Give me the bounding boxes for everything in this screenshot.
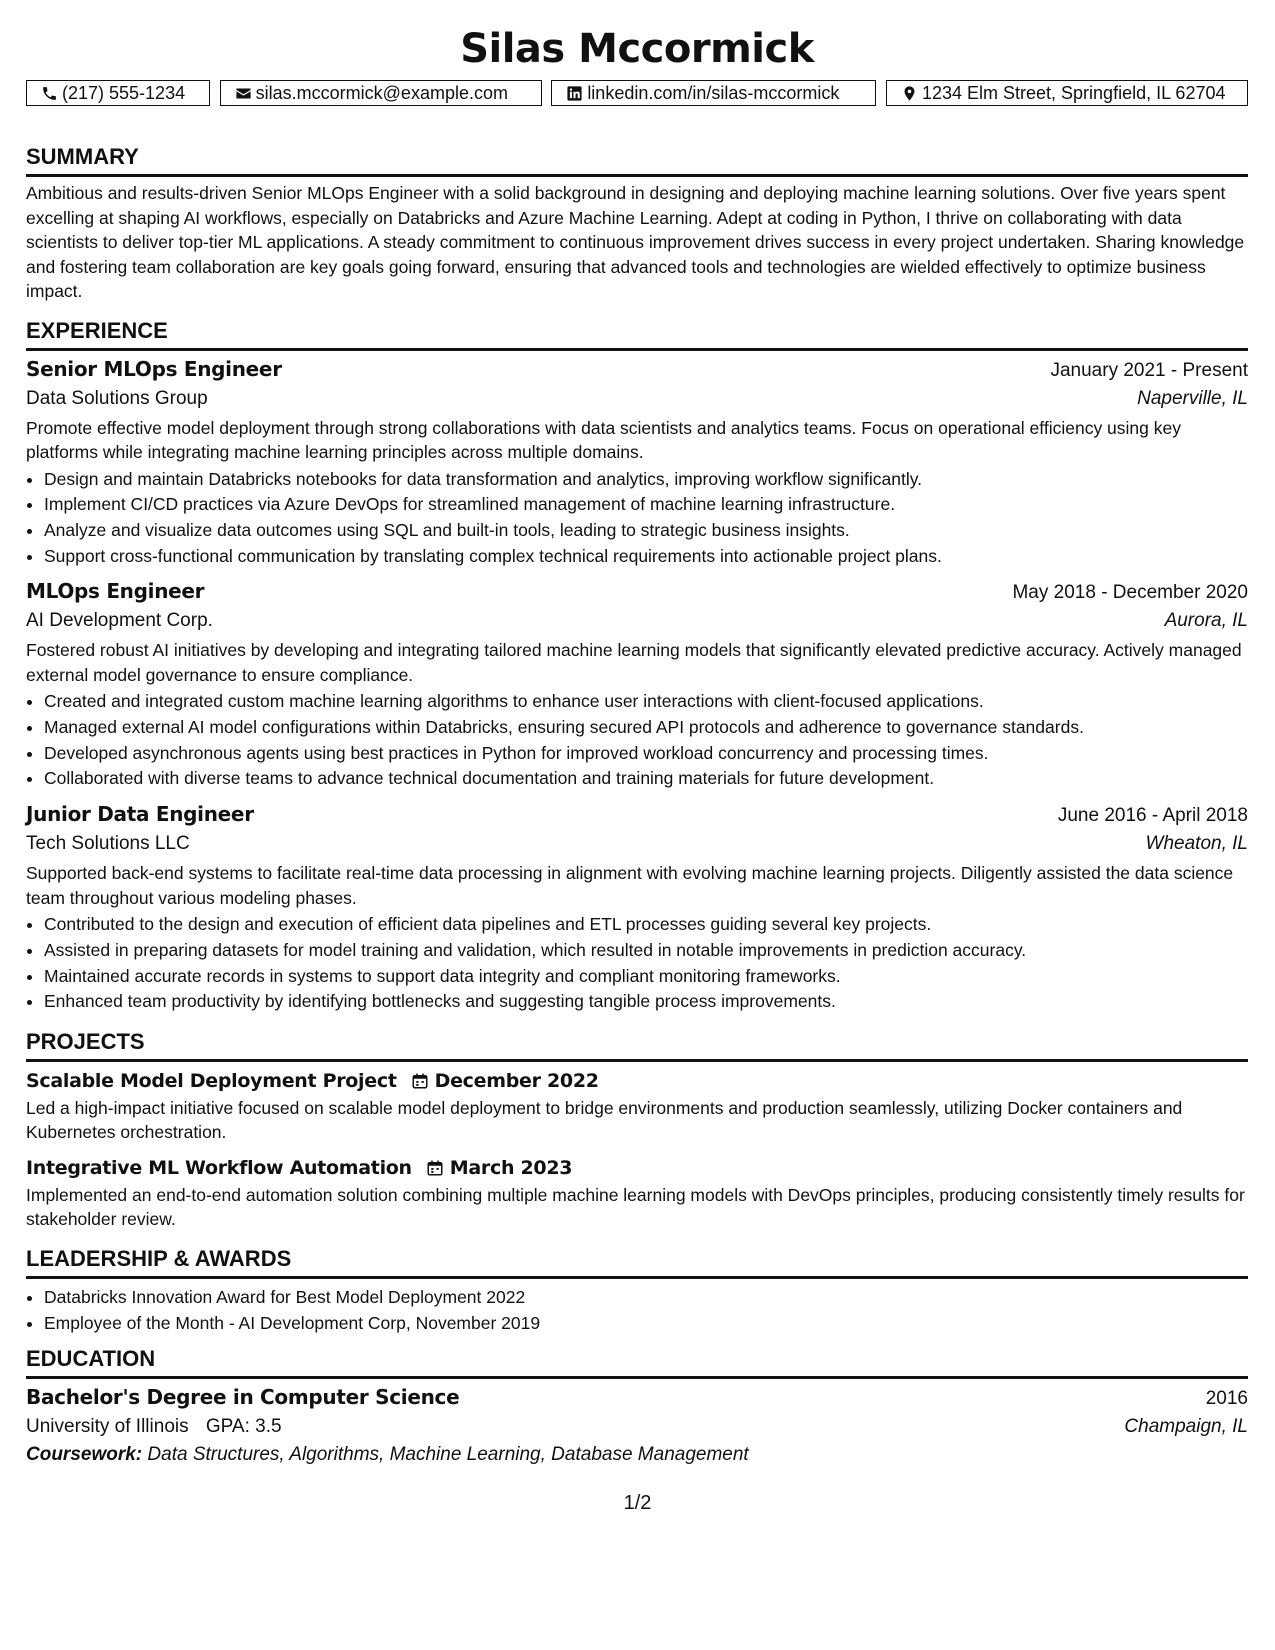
job-dates: January 2021 - Present <box>1050 359 1248 381</box>
awards-heading: LEADERSHIP & AWARDS <box>26 1245 292 1271</box>
list-item: • Maintained accurate records in systems to support data integrity and compliant monitoring frameworks. <box>44 964 1248 990</box>
contact-email[interactable] <box>220 80 542 106</box>
list-item: • Developed asynchronous agents using best practices in Python for improved workload concurrency and processing times. <box>44 741 1248 767</box>
list-item: • Implement CI/CD practices via Azure DevOps for streamlined management of machine learning infrastructure. <box>44 492 1248 518</box>
project-name: Scalable Model Deployment Project <box>26 1069 397 1092</box>
list-item: • Databricks Innovation Award for Best Model Deployment 2022 <box>44 1285 1248 1311</box>
summary-heading: SUMMARY <box>26 144 139 169</box>
graduation-year: 2016 <box>1205 1388 1248 1410</box>
degree-title: Bachelor's Degree in Computer Science <box>26 1385 460 1410</box>
project-description: Led a high-impact initiative focused on scalable model deployment to bridge environments and production seamlessly, utilizing Docker containers and Kubernetes orchestration. <box>26 1097 1183 1143</box>
address-text: 1234 Elm Street, Springfield, IL 62704 <box>921 82 1226 103</box>
contact-bar <box>26 80 1248 106</box>
coursework-label: Coursework: <box>26 1444 143 1466</box>
job-title: Junior Data Engineer <box>26 802 254 827</box>
job-title: Senior MLOps Engineer <box>26 356 282 381</box>
job-entry <box>26 357 1248 570</box>
section-divider <box>26 348 1248 351</box>
phone-icon <box>41 85 58 102</box>
job-title: MLOps Engineer <box>26 579 205 604</box>
job-company: Tech Solutions LLC <box>26 833 190 855</box>
coursework-line <box>26 1444 1248 1466</box>
job-description: Promote effective model deployment through strong collaborations with data scientists and analytics teams. Focus on operational efficiency using key platforms while integrating machine learning principles across multiple domains. <box>26 417 1181 462</box>
education-section <box>26 1346 1248 1466</box>
contact-address <box>886 80 1248 106</box>
contact-phone <box>26 80 210 106</box>
project-entry <box>26 1157 1248 1232</box>
list-item: • Enhanced team productivity by identifying bottlenecks and suggesting tangible process improvements. <box>44 989 1248 1015</box>
phone-text: (217) 555-1234 <box>62 82 186 103</box>
job-description: Supported back-end systems to facilitate real-time data processing in alignment with evolving machine learning projects. Diligently assisted the data science team throughout various modeling phases. <box>26 863 1234 908</box>
list-item: • Collaborated with diverse teams to advance technical documentation and training materials for future development. <box>44 766 1248 792</box>
job-bullets <box>26 467 1248 570</box>
summary-text: Ambitious and results-driven Senior MLOps Engineer with a solid background in designing and deploying machine learning solutions. Over five years spent excelling at shaping AI workflows, especially on Databricks and Azure Machine Learning. Adept at coding in Python, I thrive on collaborating with data scientists to deliver top-tier ML applications. A steady commitment to continuous improvement drives success in every project undertaken. Sharing knowledge and fostering team collaboration are key goals going forward, ensuring that advanced tools and technologies are wielded effectively to optimize business impact. <box>26 183 1245 301</box>
list-item: • Contributed to the design and execution of efficient data pipelines and ETL processes guiding several key projects. <box>44 912 1248 938</box>
project-name: Integrative ML Workflow Automation <box>26 1156 412 1179</box>
candidate-name: Silas Mccormick <box>460 26 814 72</box>
project-date: December 2022 <box>434 1069 599 1092</box>
map-pin-icon <box>901 85 918 102</box>
calendar-icon <box>426 1159 444 1177</box>
education-heading: EDUCATION <box>26 1346 156 1372</box>
section-divider <box>26 174 1248 177</box>
section-divider <box>26 1276 1248 1279</box>
experience-heading: EXPERIENCE <box>26 317 168 343</box>
list-item: • Design and maintain Databricks notebooks for data transformation and analytics, improving workflow significantly. <box>44 467 1248 493</box>
job-company: Data Solutions Group <box>26 387 208 409</box>
school-name: University of Illinois <box>26 1416 189 1438</box>
calendar-icon <box>411 1072 429 1090</box>
job-company: AI Development Corp. <box>26 610 213 632</box>
linkedin-icon <box>566 85 583 102</box>
experience-section <box>26 318 1248 1015</box>
list-item: • Created and integrated custom machine learning algorithms to enhance user interactions with client-focused applications. <box>44 689 1248 715</box>
job-dates: May 2018 - December 2020 <box>1012 582 1248 604</box>
projects-heading: PROJECTS <box>26 1028 145 1054</box>
project-description: Implemented an end-to-end automation solution combining multiple machine learning models with DevOps principles, producing consistently timely results for stakeholder review. <box>26 1184 1245 1230</box>
coursework-text: Data Structures, Algorithms, Machine Learning, Database Management <box>147 1444 749 1466</box>
job-location: Wheaton, IL <box>1145 833 1248 855</box>
job-location: Naperville, IL <box>1137 387 1248 409</box>
project-entry <box>26 1070 1248 1145</box>
job-bullets <box>26 912 1248 1015</box>
list-item: • Support cross-functional communication by translating complex technical requirements into actionable project plans. <box>44 544 1248 570</box>
section-divider <box>26 1376 1248 1379</box>
job-dates: June 2016 - April 2018 <box>1057 805 1248 827</box>
page-number: 1/2 <box>623 1492 652 1514</box>
job-description: Fostered robust AI initiatives by developing and integrating tailored machine learning models that significantly elevated predictive accuracy. Actively managed external model governance to ensure compliance. <box>26 640 1242 685</box>
section-divider <box>26 1059 1248 1062</box>
gpa: GPA: 3.5 <box>205 1416 282 1438</box>
linkedin-text: linkedin.com/in/silas-mccormick <box>587 82 840 103</box>
job-location: Aurora, IL <box>1164 610 1248 632</box>
list-item: • Analyze and visualize data outcomes using SQL and built-in tools, leading to strategic business insights. <box>44 518 1248 544</box>
job-entry <box>26 802 1248 1015</box>
email-text: silas.mccormick@example.com <box>255 82 508 103</box>
list-item: • Assisted in preparing datasets for model training and validation, which resulted in notable improvements in prediction accuracy. <box>44 938 1248 964</box>
project-date: March 2023 <box>449 1156 573 1179</box>
contact-linkedin[interactable] <box>551 80 876 106</box>
job-entry <box>26 579 1248 792</box>
list-item: • Managed external AI model configurations within Databricks, ensuring secured API protocols and adherence to governance standards. <box>44 715 1248 741</box>
envelope-icon <box>235 85 252 102</box>
resume-page <box>26 0 1248 1466</box>
summary-section <box>26 144 1248 304</box>
list-item: • Employee of the Month - AI Development Corp, November 2019 <box>44 1311 1248 1337</box>
awards-section <box>26 1246 1248 1336</box>
school-location: Champaign, IL <box>1124 1416 1248 1438</box>
awards-list <box>26 1285 1248 1336</box>
projects-section <box>26 1029 1248 1232</box>
job-bullets <box>26 689 1248 792</box>
